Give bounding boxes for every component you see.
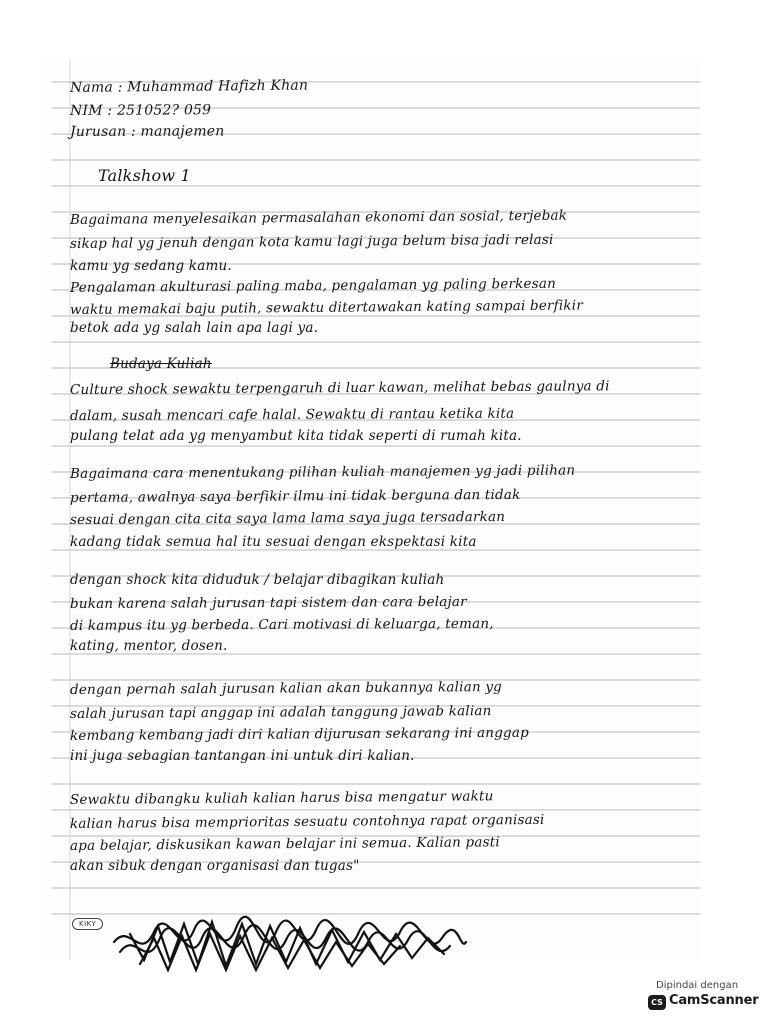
- note-line: pulang telat ada yg menyambut kita tidak seperti di rumah kita.: [70, 428, 522, 444]
- note-line: betok ada yg salah lain apa lagi ya.: [70, 320, 319, 336]
- note-line: sesuai dengan cita cita saya lama lama saya juga tersadarkan: [69, 508, 506, 528]
- note-line: kamu yg sedang kamu.: [70, 258, 232, 274]
- note-line: dengan shock kita diduduk / belajar dibagikan kuliah: [70, 572, 445, 588]
- note-line: kalian harus bisa memprioritas sesuatu contohnya rapat organisasi: [69, 811, 545, 832]
- note-line: dalam, susah mencari cafe halal. Sewaktu di rantau ketika kita: [69, 405, 515, 424]
- scanner-brand: CamScanner: [669, 993, 759, 1008]
- note-line: apa belajar, diskusikan kawan belajar ini semua. Kalian pasti: [69, 834, 500, 854]
- note-line: Sewaktu dibangku kuliah kalian harus bisa mengatur waktu: [69, 788, 494, 808]
- scanner-caption: Dipindai dengan: [656, 980, 739, 991]
- note-line: kadang tidak semua hal itu sesuai dengan ekspektasi kita: [70, 534, 477, 550]
- note-line: waktu memakai baju putih, sewaktu ditertawakan kating sampai berfikir: [69, 297, 584, 318]
- note-line: pertama, awalnya saya berfikir ilmu ini tidak berguna dan tidak: [69, 486, 521, 506]
- camscanner-logo-icon: CS: [648, 995, 666, 1010]
- camscanner-watermark: [646, 978, 759, 1018]
- note-line: sikap hal yg jenuh dengan kota kamu lagi juga belum bisa jadi relasi: [69, 231, 554, 252]
- note-line: salah jurusan tapi anggap ini adalah tanggung jawab kalian: [69, 703, 492, 722]
- struck-heading: Budaya Kuliah: [110, 356, 212, 372]
- header-nim: NIM : 251052? 059: [69, 102, 212, 119]
- note-line: Bagaimana menyelesaikan permasalahan ekonomi dan sosial, terjebak: [69, 207, 568, 228]
- note-line: Pengalaman akulturasi paling maba, pengalaman yg paling berkesan: [69, 275, 557, 296]
- header-jurusan: Jurusan : manajemen: [69, 123, 225, 140]
- note-line: Culture shock sewaktu terpengaruh di luar kawan, melihat bebas gaulnya di: [69, 378, 610, 398]
- note-line: dengan pernah salah jurusan kalian akan bukannya kalian yg: [69, 678, 503, 698]
- note-line: ini juga sebagian tantangan ini untuk diri kalian.: [70, 748, 415, 764]
- page-title: Talkshow 1: [98, 166, 191, 185]
- note-line: kating, mentor, dosen.: [70, 638, 228, 654]
- note-line: akan sibuk dengan organisasi dan tugas": [70, 858, 360, 874]
- notebook-brand-stamp: KIKY: [72, 918, 103, 930]
- note-line: kembang kembang jadi diri kalian dijurusan sekarang ini anggap: [69, 724, 529, 744]
- note-line: bukan karena salah jurusan tapi sistem dan cara belajar: [69, 593, 467, 612]
- note-line: di kampus itu yg berbeda. Cari motivasi di keluarga, teman,: [69, 615, 494, 634]
- header-name: Nama : Muhammad Hafizh Khan: [69, 77, 309, 96]
- note-line: Bagaimana cara menentukang pilihan kuliah manajemen yg jadi pilihan: [69, 462, 576, 482]
- ink-scribble: [110, 912, 470, 976]
